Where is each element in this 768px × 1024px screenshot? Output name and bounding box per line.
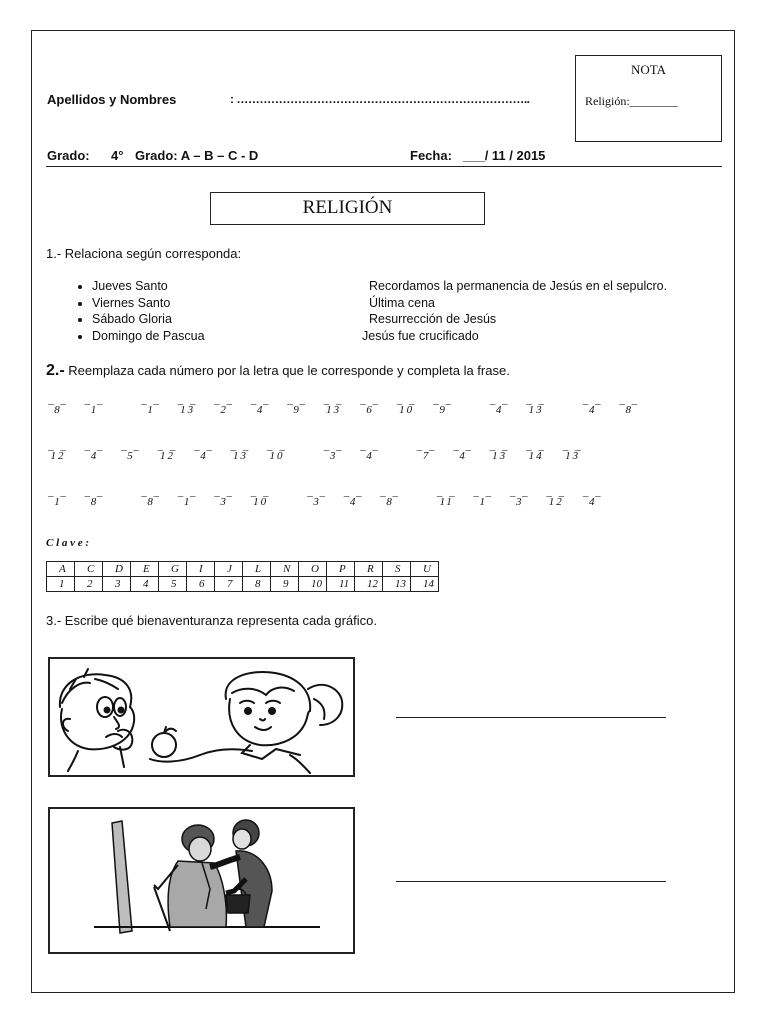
cipher-blank[interactable]: _ _ 14 <box>524 443 548 462</box>
helping-elderly-illustration <box>50 809 353 952</box>
cipher-blank[interactable]: _ _ 3 <box>212 489 236 508</box>
q2-prompt: Reemplaza cada número por la letra que le corresponde y completa la frase. <box>68 363 510 378</box>
cipher-blank[interactable]: _ _ 13 <box>176 397 200 416</box>
clave-letter-cell: U <box>411 562 439 577</box>
cipher-blank[interactable]: _ _ 1 <box>471 489 495 508</box>
cipher-number: 4 <box>349 496 358 508</box>
fecha-value[interactable]: ___/ 11 / 2015 <box>463 148 546 163</box>
grado-sections: Grado: A – B – C - D <box>135 148 259 163</box>
cipher-number: 3 <box>220 496 228 508</box>
answer-line-2[interactable] <box>396 881 666 882</box>
beatitude-image-2 <box>48 807 355 954</box>
cipher-number: 12 <box>548 496 564 508</box>
cipher-blank[interactable]: _ _ 4 <box>581 397 605 416</box>
clave-number-cell: 13 <box>383 577 411 592</box>
nota-box <box>575 55 722 142</box>
cipher-number: 13 <box>565 450 581 462</box>
cipher-number: 10 <box>399 404 415 416</box>
fecha-label: Fecha: <box>410 148 452 163</box>
grado-value: 4° <box>111 148 124 163</box>
cipher-number: 9 <box>439 404 447 416</box>
cipher-number: 6 <box>366 404 374 416</box>
beatitude-image-1 <box>48 657 355 777</box>
nota-religion-field[interactable]: Religión:________ <box>585 94 678 108</box>
cipher-number: 1 <box>183 496 192 508</box>
cipher-blank[interactable]: _ _ 13 <box>524 397 548 416</box>
cipher-number: 3 <box>515 496 524 508</box>
cipher-blank[interactable]: _ _ 1 <box>176 489 200 508</box>
q2-number: 2.- <box>46 362 65 379</box>
cipher-blank[interactable]: _ _ 10 <box>395 397 419 416</box>
answer-line-1[interactable] <box>396 717 666 718</box>
cipher-number: 9 <box>293 404 301 416</box>
cipher-blank[interactable]: _ _ 11 <box>435 489 459 508</box>
clave-number-cell: 9 <box>271 577 299 592</box>
grado-label: Grado: <box>47 148 90 163</box>
clave-letter-cell: N <box>271 562 299 577</box>
clave-letter-cell: S <box>383 562 411 577</box>
cipher-blank[interactable]: _ _ 4 <box>358 443 382 462</box>
cipher-blank[interactable]: _ _ 9 <box>285 397 309 416</box>
clave-table <box>46 561 439 592</box>
clave-number-cell: 12 <box>355 577 383 592</box>
cipher-number: 13 <box>180 404 196 416</box>
q2-prompt-line <box>46 362 510 380</box>
cipher-blank[interactable]: _ _ 12 <box>46 443 70 462</box>
cipher-blank[interactable]: _ _ 8 <box>378 489 402 508</box>
cipher-blank[interactable]: _ _ 4 <box>581 489 605 508</box>
clave-label: C l a v e : <box>46 537 90 549</box>
cipher-blank[interactable]: _ _ 4 <box>488 397 512 416</box>
cipher-number: 4 <box>256 404 265 416</box>
cipher-blank[interactable]: _ _ 6 <box>358 397 382 416</box>
cipher-blank[interactable]: _ _ 13 <box>322 397 346 416</box>
name-field[interactable]: : ………………………………………………………………….. <box>230 92 530 106</box>
header-divider <box>46 166 722 167</box>
cipher-blank[interactable]: _ _ 3 <box>322 443 346 462</box>
cipher-number: 14 <box>528 450 544 462</box>
cipher-number: 4 <box>588 496 597 508</box>
clave-letter-cell: C <box>75 562 103 577</box>
clave-letter-cell: G <box>159 562 187 577</box>
cipher-number: 4 <box>366 450 374 462</box>
name-label: Apellidos y Nombres <box>47 92 177 107</box>
cipher-number: 4 <box>495 404 504 416</box>
clave-number-cell: 6 <box>187 577 215 592</box>
clave-letter-cell: O <box>299 562 327 577</box>
q1-right-item: Resurrección de Jesús <box>369 312 497 326</box>
cipher-number: 10 <box>253 496 269 508</box>
cipher-number: 8 <box>625 404 633 416</box>
cipher-blank[interactable]: _ _ 5 <box>119 443 143 462</box>
clave-number-cell: 3 <box>103 577 131 592</box>
q1-prompt: 1.- Relaciona según corresponda: <box>46 246 242 261</box>
cipher-number: 4 <box>200 450 208 462</box>
clave-number-cell: 10 <box>299 577 327 592</box>
clave-number-cell: 7 <box>215 577 243 592</box>
cipher-number: 11 <box>439 496 454 508</box>
cipher-number: 1 <box>90 404 99 416</box>
clave-letter-cell: I <box>187 562 215 577</box>
q1-right-item: Recordamos la permanencia de Jesús en el sepulcro. <box>369 279 668 293</box>
cipher-number: 8 <box>147 496 155 508</box>
cipher-number: 13 <box>528 404 544 416</box>
clave-letter-cell: J <box>215 562 243 577</box>
cipher-number: 5 <box>127 450 135 462</box>
clave-letter-cell: E <box>131 562 159 577</box>
cipher-blank[interactable]: _ _ 1 <box>83 397 107 416</box>
clave-letter-cell: R <box>355 562 383 577</box>
cipher-number: 13 <box>492 450 508 462</box>
cipher-blank[interactable]: _ _ 4 <box>451 443 475 462</box>
cipher-blank[interactable]: _ _ 10 <box>265 443 289 462</box>
cipher-number: 1 <box>147 404 155 416</box>
cipher-number: 3 <box>313 496 321 508</box>
q1-left-item: • Domingo de Pascua <box>92 328 205 345</box>
q1-left-item: • Viernes Santo <box>92 295 205 312</box>
cipher-blank[interactable]: _ _ 4 <box>83 443 107 462</box>
clave-letter-cell: P <box>327 562 355 577</box>
cipher-blank[interactable]: _ _ 7 <box>415 443 439 462</box>
clave-letter-cell: D <box>103 562 131 577</box>
cipher-number: 10 <box>269 450 285 462</box>
cipher-number: 2 <box>220 404 228 416</box>
cipher-blank[interactable]: _ _ 3 <box>508 489 532 508</box>
q1-left-item: • Sábado Gloria <box>92 311 205 328</box>
q1-right-list <box>362 278 668 344</box>
cipher-number: 4 <box>588 404 597 416</box>
cipher-blank[interactable]: _ _ 2 <box>212 397 236 416</box>
nota-title: NOTA <box>630 62 667 77</box>
cipher-number: 12 <box>160 450 175 462</box>
clave-number-cell: 2 <box>75 577 103 592</box>
cipher-blank[interactable]: _ _ 8 <box>139 489 163 508</box>
q1-right-item: Jesús fue crucificado <box>362 328 479 343</box>
clave-number-cell: 8 <box>243 577 271 592</box>
cipher-blank[interactable]: _ _ 1 <box>46 489 70 508</box>
clave-letter-cell: A <box>47 562 75 577</box>
cipher-number: 4 <box>90 450 99 462</box>
cipher-number: 13 <box>326 404 342 416</box>
clave-number-cell: 14 <box>411 577 439 592</box>
q3-prompt: 3.- Escribe qué bienaventuranza representa cada gráfico. <box>46 613 377 628</box>
q1-right-item: Última cena <box>369 295 435 310</box>
cipher-number: 13 <box>233 450 248 462</box>
clave-numbers-row <box>47 577 439 592</box>
cipher-blank[interactable]: _ _ 4 <box>192 443 216 462</box>
cipher-blank[interactable]: _ _ 8 <box>617 397 641 416</box>
q1-left-item: • Jueves Santo <box>92 278 205 295</box>
clave-letters-row <box>47 562 439 577</box>
cipher-blank[interactable]: _ _ 13 <box>229 443 253 462</box>
cipher-blank[interactable]: _ _ 10 <box>249 489 273 508</box>
cipher-number: 3 <box>329 450 338 462</box>
cipher-number: 8 <box>90 496 99 508</box>
cipher-number: 1 <box>54 496 62 508</box>
clave-number-cell: 11 <box>327 577 355 592</box>
cipher-number: 4 <box>459 450 467 462</box>
cipher-blank[interactable]: _ _ 13 <box>488 443 512 462</box>
clave-letter-cell: L <box>243 562 271 577</box>
cipher-blank[interactable]: _ _ 13 <box>561 443 585 462</box>
clave-number-cell: 4 <box>131 577 159 592</box>
cipher-blank[interactable]: _ _ 8 <box>46 397 70 416</box>
children-apple-illustration <box>50 659 353 775</box>
cipher-blank[interactable]: _ _ 3 <box>305 489 329 508</box>
cipher-blank[interactable]: _ _ 12 <box>544 489 568 508</box>
q1-left-list <box>46 278 205 344</box>
clave-number-cell: 5 <box>159 577 187 592</box>
cipher-blank[interactable]: _ _ 12 <box>156 443 180 462</box>
cipher-number: 7 <box>422 450 431 462</box>
cipher-blank[interactable]: _ _ 1 <box>139 397 163 416</box>
cipher-number: 8 <box>386 496 394 508</box>
cipher-number: 12 <box>50 450 66 462</box>
page-title: RELIGIÓN <box>210 192 485 225</box>
cipher-blank[interactable]: _ _ 4 <box>249 397 273 416</box>
cipher-number: 8 <box>54 404 62 416</box>
cipher-blank[interactable]: _ _ 8 <box>83 489 107 508</box>
clave-number-cell: 1 <box>47 577 75 592</box>
cipher-blank[interactable]: _ _ 4 <box>342 489 366 508</box>
cipher-blank[interactable]: _ _ 9 <box>431 397 455 416</box>
cipher-number: 1 <box>479 496 487 508</box>
